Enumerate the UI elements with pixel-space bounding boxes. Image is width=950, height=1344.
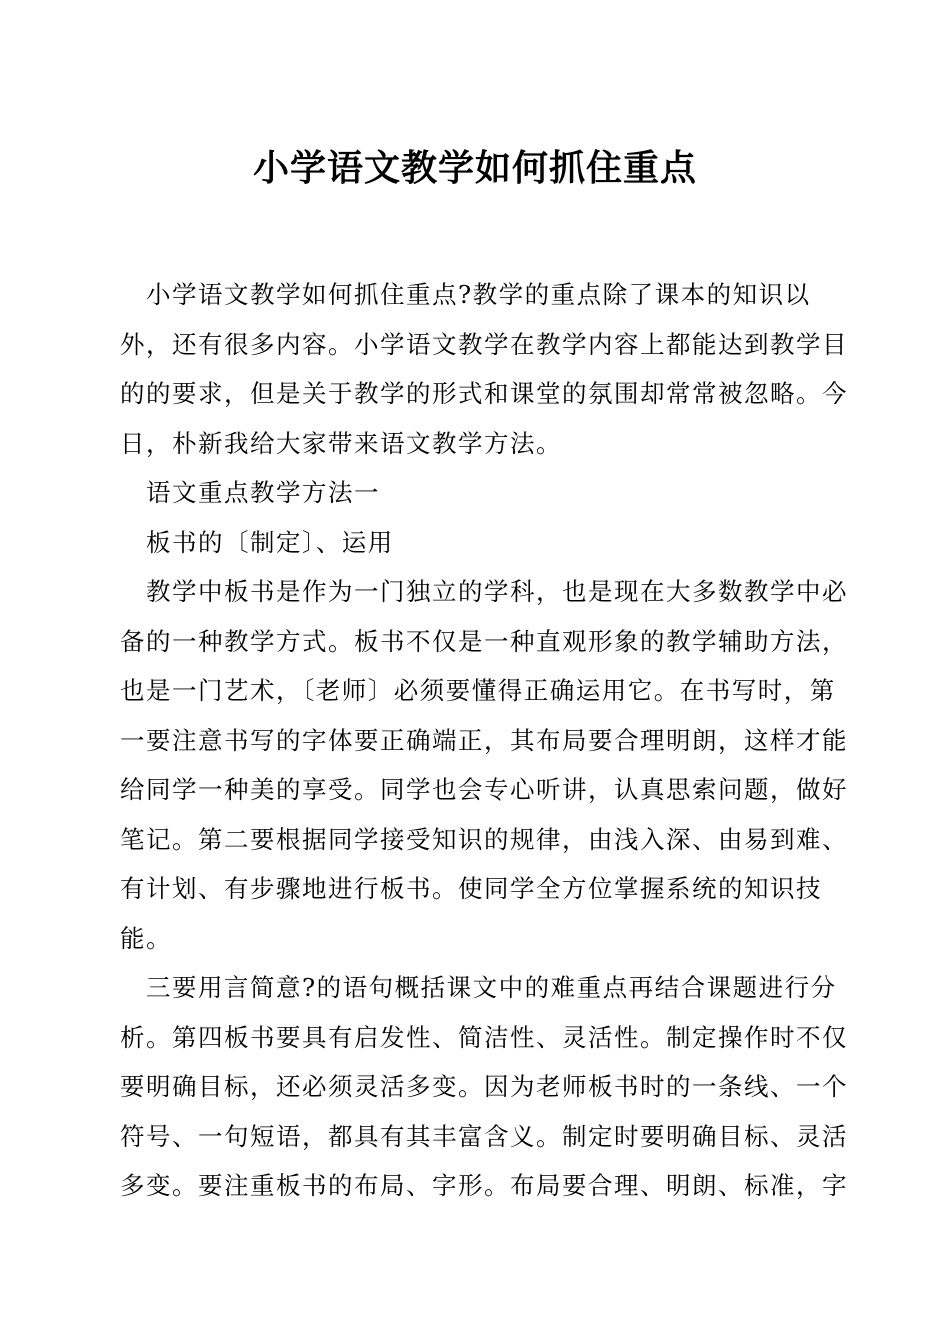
document-body-bottom	[120, 963, 850, 1211]
section-heading: 语文重点教学方法一	[146, 478, 380, 507]
body-paragraph: 教学中板书是作为一门独立的学科，也是现在大多数教学中必备的一种教学方式。板书不仅是一种直观形象的教学辅助方法，也是一门艺术，〔老师〕必须要懂得正确运用它。在书写时，第一要注意书写的字体要正确端正，其布局要合理明朗，这样才能给同学一种美的享受。同学也会专心听讲，认真思索问题，做好笔记。第二要根据同学接受知识的规律，由浅入深、由易到难、有计划、有步骤地进行板书。使同学全方位掌握系统的知识技能。	[120, 577, 848, 953]
document-body-top	[120, 270, 850, 963]
subsection-heading: 板书的〔制定〕、运用	[146, 527, 394, 557]
body-paragraph: 三要用言简意?的语句概括课文中的难重点再结合课题进行分析。第四板书要具有启发性、简洁性、灵活性。制定操作时不仅要明确目标，还必须灵活多变。因为老师板书时的一条线、一个符号、一句短语，都具有其丰富含义。制定时要明确目标、灵活多变。要注重板书的布局、字形。布局要合理、明朗、标准，字	[120, 973, 848, 1200]
document-title: 小学语文教学如何抓住重点	[252, 148, 697, 189]
intro-paragraph: 小学语文教学如何抓住重点?教学的重点除了课本的知识以外，还有很多内容。小学语文教学在教学内容上都能达到教学目的的要求，但是关于教学的形式和课堂的氛围却常常被忽略。今日，朴新我给大家带来语文教学方法。	[120, 280, 848, 458]
